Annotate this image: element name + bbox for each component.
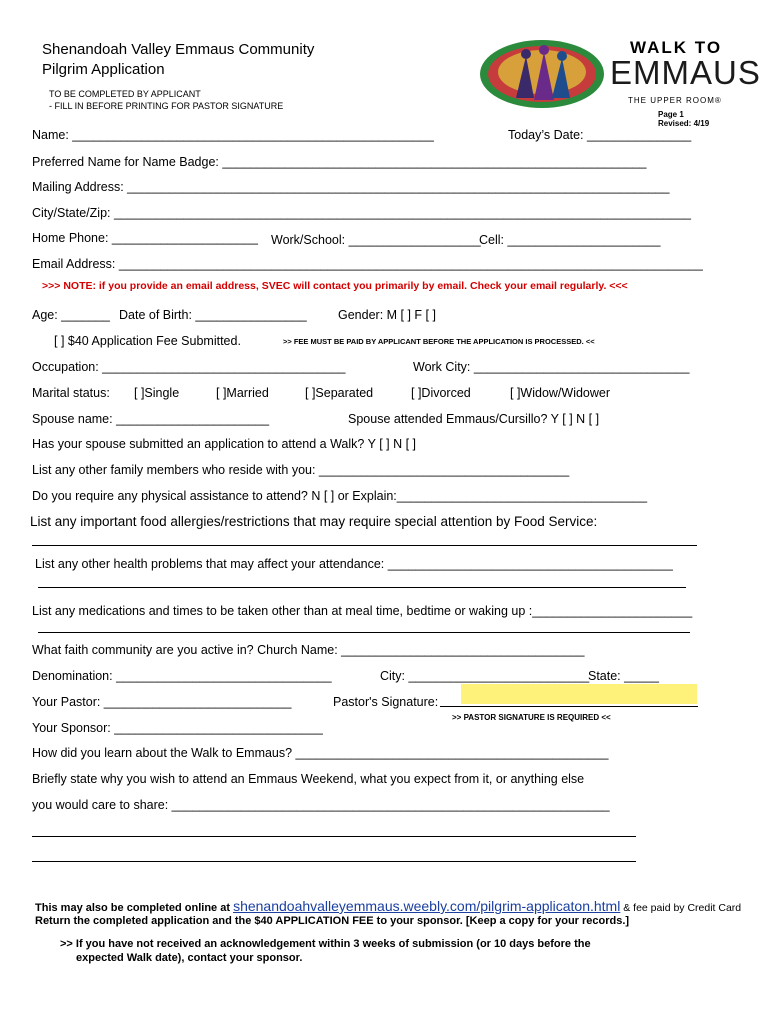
marital-separated-checkbox[interactable]: [ ]Separated	[305, 386, 374, 400]
spouse-name-field[interactable]: Spouse name: ______________________	[32, 412, 270, 426]
city-state-zip-field[interactable]: City/State/Zip: ___________________________________________________________________________________	[32, 206, 691, 220]
email-field[interactable]: Email Address: ____________________________________________________________________________________	[32, 257, 703, 271]
city-field[interactable]: City: __________________________	[380, 669, 590, 683]
online-prefix: This may also be completed online at	[35, 902, 234, 914]
preferred-name-field[interactable]: Preferred Name for Name Badge: _____________________________________________________________	[32, 155, 647, 169]
marital-married-checkbox[interactable]: [ ]Married	[216, 386, 269, 400]
form-title-line2: Pilgrim Application	[42, 61, 165, 78]
todays-date-field[interactable]: Today’s Date: _______________	[508, 128, 692, 142]
physical-assistance-field[interactable]: Do you require any physical assistance to attend? N [ ] or Explain:____________________________________	[32, 489, 648, 503]
denomination-field[interactable]: Denomination: _______________________________	[32, 669, 332, 683]
spouse-submitted-field[interactable]: Has your spouse submitted an application to attend a Walk? Y [ ] N [ ]	[32, 437, 417, 451]
medications-field[interactable]: List any medications and times to be taken other than at meal time, bedtime or waking up :_______________________	[32, 604, 693, 618]
gender-field[interactable]: Gender: M [ ] F [ ]	[338, 308, 436, 322]
health-problems-line[interactable]	[38, 587, 686, 588]
why-attend-line-1[interactable]	[32, 836, 636, 837]
online-link[interactable]: shenandoahvalleyemmaus.weebly.com/pilgrim-applicaton.html	[233, 898, 621, 914]
acknowledgement-line-2: expected Walk date), contact your sponsor.	[76, 952, 303, 964]
name-field[interactable]: Name: ____________________________________________________	[32, 128, 434, 142]
pastor-signature-note: >> PASTOR SIGNATURE IS REQUIRED <<	[452, 713, 611, 722]
online-line	[35, 898, 741, 914]
form-title-line1: Shenandoah Valley Emmaus Community	[42, 41, 315, 58]
instruction-2: - FILL IN BEFORE PRINTING FOR PASTOR SIGNATURE	[49, 101, 284, 111]
food-allergies-label: List any important food allergies/restrictions that may require special attention by Food Service:	[30, 514, 598, 529]
return-instructions: Return the completed application and the $40 APPLICATION FEE to your sponsor. [Keep a copy for your records.]	[35, 915, 630, 927]
pastor-signature-label: Pastor's Signature:	[333, 695, 439, 709]
family-members-field[interactable]: List any other family members who reside with you: ____________________________________	[32, 463, 570, 477]
sponsor-field[interactable]: Your Sponsor: ______________________________	[32, 721, 323, 735]
logo-upper-room: THE UPPER ROOM®	[628, 96, 722, 105]
cell-field[interactable]: Cell: ______________________	[479, 233, 661, 247]
faith-community-field[interactable]: What faith community are you active in? Church Name: ___________________________________	[32, 643, 585, 657]
health-problems-field[interactable]: List any other health problems that may affect your attendance: _________________________________________	[35, 557, 673, 571]
pastor-signature-box[interactable]	[461, 684, 697, 704]
marital-divorced-checkbox[interactable]: [ ]Divorced	[411, 386, 471, 400]
marital-widow-checkbox[interactable]: [ ]Widow/Widower	[510, 386, 611, 400]
why-attend-label: Briefly state why you wish to attend an Emmaus Weekend, what you expect from it, or anything else	[32, 772, 585, 786]
fee-checkbox[interactable]: [ ] $40 Application Fee Submitted.	[54, 334, 241, 348]
why-attend-line-2[interactable]	[32, 861, 636, 862]
mailing-address-field[interactable]: Mailing Address: ______________________________________________________________________________	[32, 180, 670, 194]
work-city-field[interactable]: Work City: _______________________________	[413, 360, 690, 374]
marital-single-checkbox[interactable]: [ ]Single	[134, 386, 180, 400]
logo-emmaus: EMMAUS	[610, 54, 761, 91]
revised-date: Revised: 4/19	[658, 119, 710, 128]
email-note: >>> NOTE: if you provide an email address, SVEC will contact you primarily by email. Check your email regularly. <<<	[42, 280, 628, 292]
why-attend-field[interactable]: you would care to share: _______________________________________________________________	[32, 798, 610, 812]
state-field[interactable]: State: _____	[588, 669, 659, 683]
food-allergies-line[interactable]	[32, 545, 697, 546]
walk-to-emmaus-logo	[478, 38, 761, 110]
marital-status-label: Marital status:	[32, 386, 110, 400]
learn-about-field[interactable]: How did you learn about the Walk to Emmaus? _____________________________________________	[32, 746, 609, 760]
instruction-1: TO BE COMPLETED BY APPLICANT	[49, 89, 201, 99]
acknowledgement-line-1: >> If you have not received an acknowledgement within 3 weeks of submission (or 10 days before the	[60, 938, 591, 950]
logo-walk-to: WALK TO	[630, 38, 723, 57]
medications-line[interactable]	[38, 632, 690, 633]
occupation-field[interactable]: Occupation: ___________________________________	[32, 360, 346, 374]
dob-field[interactable]: Date of Birth: ________________	[119, 308, 307, 322]
pastor-signature-line	[440, 706, 698, 707]
fee-note: >> FEE MUST BE PAID BY APPLICANT BEFORE THE APPLICATION IS PROCESSED. <<	[283, 337, 595, 346]
page-number: Page 1	[658, 110, 684, 119]
work-school-field[interactable]: Work/School: ___________________	[271, 233, 481, 247]
pastor-field[interactable]: Your Pastor: ___________________________	[32, 695, 292, 709]
age-field[interactable]: Age: _______	[32, 308, 110, 322]
online-suffix: & fee paid by Credit Card	[620, 902, 742, 914]
spouse-attended-field[interactable]: Spouse attended Emmaus/Cursillo? Y [ ] N [ ]	[348, 412, 600, 426]
home-phone-field[interactable]: Home Phone: _____________________	[32, 231, 258, 245]
